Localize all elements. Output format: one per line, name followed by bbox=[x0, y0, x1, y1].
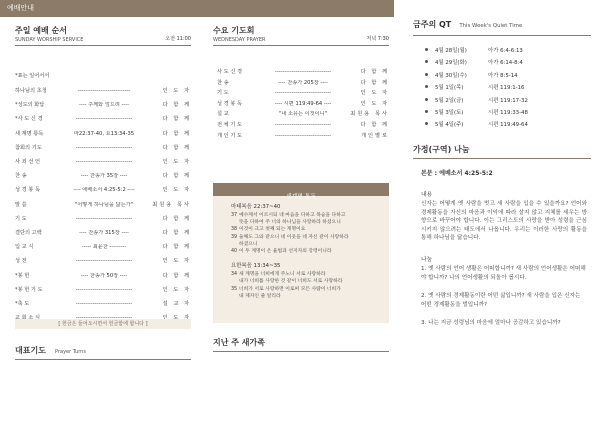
qt-passage: 아가 6:4-6:13 bbox=[488, 48, 523, 54]
order-detail: "어떻게 하나님을 닮는가" bbox=[74, 201, 134, 208]
bullet-icon bbox=[425, 73, 428, 76]
order-detail: ----- 최윤찬 --------- bbox=[81, 244, 127, 251]
order-label: 찬 송 bbox=[15, 173, 27, 180]
verse-text: 너희가 서로 사랑하면 이로써 모든 사람이 너희가 bbox=[239, 286, 341, 292]
order-leader: 다 함 께 bbox=[162, 215, 191, 222]
bonmun-text: 에베소서 4:25-5:2 bbox=[439, 170, 493, 177]
order-leader: 최원용 목사 bbox=[152, 201, 191, 208]
order-detail: ---- 찬송가 35장 ---- bbox=[80, 173, 128, 180]
bullet-icon bbox=[425, 98, 428, 101]
representative-subtitle: Prayer Turns bbox=[55, 349, 86, 355]
bullet-icon bbox=[425, 48, 428, 51]
qt-passage: 아가 6:14-8:4 bbox=[488, 60, 523, 67]
divider bbox=[413, 35, 591, 36]
qt-list bbox=[413, 46, 591, 146]
bullet-icon bbox=[425, 85, 428, 88]
verse bbox=[231, 286, 381, 300]
order-detail: ---- 주께와 엎드려 ---- bbox=[79, 102, 129, 109]
content-label: 내용 bbox=[421, 192, 433, 198]
wednesday-time: 저녁 7:30 bbox=[366, 36, 389, 42]
order-leader: 인 도 자 bbox=[360, 90, 389, 97]
verse-text: 예수께서 이르시되 네 마음을 다하고 목숨을 다하고 bbox=[239, 213, 346, 218]
verse-text: 이것이 크고 첫째 되는 계명이요 bbox=[239, 227, 306, 233]
wednesday-section bbox=[213, 25, 389, 175]
order-leader: 다 함 께 bbox=[162, 230, 191, 236]
representative-title: 대표기도 bbox=[15, 346, 46, 355]
commandment-title: 새계명 통독 bbox=[286, 194, 316, 200]
order-label: *성도의 화답 bbox=[15, 102, 45, 109]
sunday-order-list bbox=[15, 88, 191, 328]
verse bbox=[231, 226, 381, 233]
order-leader: 인 도 자 bbox=[162, 286, 191, 293]
sunday-note: *표는 일어서서 bbox=[15, 73, 50, 79]
order-detail: ---- 시편 119:49-64 ---- bbox=[274, 100, 332, 107]
sunday-title: 주일 예배 순서 bbox=[15, 26, 67, 35]
verse-number: 37 bbox=[231, 213, 238, 218]
divider bbox=[15, 359, 191, 360]
discussion-question: 3. 나는 지금 성령님의 마음에 얼마나 공감하고 있습니까? bbox=[421, 320, 561, 327]
content-text: 신자는 어떻게 옛 사람을 벗고 새 사람을 입을 수 있을까요? 언어와 경제활동을 자신의 마음과 이익에 따라 살지 않고 지체를 세우는 방향으로 바꾸어야 합니다. 이는 그리스도의 사랑을 받아 성령을 근심시키지 않으려는 태도에서 나옵니다. 우리는 이러한 사랑의 활동을 통해 하나님을 닮습니다. bbox=[421, 201, 587, 242]
order-detail: ------------------------------ bbox=[75, 286, 133, 293]
bonmun-label: 본문 : bbox=[421, 170, 438, 177]
order-label: 결단의 고백 bbox=[15, 230, 42, 236]
order-detail: ---- 찬송가 315장 ---- bbox=[79, 230, 129, 236]
verse-number: 38 bbox=[231, 227, 238, 233]
order-label: 성 전 bbox=[15, 258, 27, 265]
order-label: *봉 헌 기 도 bbox=[15, 286, 43, 293]
order-label: 입 교 식 bbox=[15, 244, 34, 251]
scripture-heading: 마태복음 22:37~40 bbox=[231, 204, 281, 210]
order-leader: 최원용 목사 bbox=[350, 111, 389, 118]
header-title: 예배안내 bbox=[7, 4, 35, 12]
divider bbox=[213, 351, 389, 352]
verse-number: 34 bbox=[231, 272, 238, 278]
qt-date: 4월 28일(월) bbox=[435, 48, 467, 54]
verse bbox=[231, 234, 381, 248]
qt-title: 금주의 QT bbox=[413, 20, 452, 29]
order-detail: ------------------------------ bbox=[75, 258, 133, 265]
qt-date: 5월 4일(주) bbox=[435, 122, 464, 129]
wednesday-subtitle: WEDNESDAY PRAYER bbox=[213, 37, 266, 43]
verse bbox=[231, 271, 381, 285]
commandment-box bbox=[213, 183, 389, 323]
qt-passage: 시편 119:49-64 bbox=[488, 122, 528, 129]
bullet-icon bbox=[425, 122, 428, 125]
qt-passage: 시편 119:1-16 bbox=[488, 85, 525, 92]
order-leader: 인 도 자 bbox=[360, 100, 389, 107]
order-label: 참회의 기도 bbox=[15, 144, 42, 151]
verse-text-continued: 하셨으니 bbox=[239, 241, 258, 247]
verse-text-continued: 내가 너희를 사랑한 것 같이 너희도 서로 사랑하라 bbox=[239, 279, 343, 285]
commandment-title-bar bbox=[213, 183, 389, 200]
order-detail: ------------------------------ bbox=[274, 90, 332, 97]
wednesday-title: 수요 기도회 bbox=[213, 26, 255, 35]
wednesday-order-list bbox=[217, 69, 389, 149]
order-leader: 인 도 자 bbox=[162, 258, 191, 265]
order-label: 설 교 bbox=[217, 111, 229, 118]
qt-date: 5월 2일(금) bbox=[435, 97, 464, 104]
order-leader: 다 함 께 bbox=[162, 102, 191, 109]
sunday-time: 오전 11:00 bbox=[165, 36, 191, 42]
order-detail: ---- 찬송가 50장 ---- bbox=[80, 272, 128, 279]
qt-passage: 시편 119:33-48 bbox=[488, 110, 528, 116]
qt-section bbox=[413, 12, 591, 146]
order-label: 하나님의 초청 bbox=[15, 88, 47, 94]
last-week-title: 지난 주 새가족 bbox=[213, 338, 265, 347]
discussion-question: 1. 옛 사람의 언어 생활은 어떠합니까? 새 사람의 언어생활은 어떠해야 합니까? 나의 언어생활의 되돌아 봅시다. bbox=[421, 265, 586, 281]
verse-text-continued: 내 제자인 줄 알리라 bbox=[239, 293, 281, 299]
order-label: 개 인 기 도 bbox=[217, 132, 242, 139]
order-detail: ------------------------------ bbox=[75, 159, 133, 165]
order-leader: 인 도 자 bbox=[162, 187, 191, 194]
order-detail: ------------------------------ bbox=[75, 116, 133, 123]
order-label: 성 경 봉 독 bbox=[217, 100, 242, 107]
order-detail: ------------------------------ bbox=[274, 122, 332, 128]
question-list bbox=[421, 265, 587, 328]
order-label: 새 계명 통독 bbox=[15, 130, 44, 137]
verse-text: 이 두 계명이 온 율법과 선지자의 강령이니라 bbox=[239, 249, 332, 255]
verse bbox=[231, 248, 381, 255]
order-label: *봉 헌 bbox=[15, 272, 30, 279]
offering-notice bbox=[15, 319, 191, 329]
order-label: 기 도 bbox=[217, 90, 229, 97]
sunday-subtitle: SUNDAY WORSHIP SERVICE bbox=[15, 37, 84, 43]
last-week-section bbox=[213, 337, 389, 352]
order-label: 전 체 기 도 bbox=[217, 122, 242, 128]
order-leader: 다 함 께 bbox=[162, 173, 191, 180]
discussion-question: 2. 옛 사람의 경제활동이란 어떤 삶입니까? 새 사람을 입은 신자는 어떤 경제활동을 벌입니까? bbox=[421, 293, 581, 308]
order-detail: ---- 찬송가 205장 ---- bbox=[278, 79, 328, 86]
order-detail: ------------------------------ bbox=[274, 69, 332, 75]
divider bbox=[413, 158, 591, 159]
qt-date: 5월 3일(토) bbox=[435, 110, 464, 116]
order-detail: ------------------------------ bbox=[274, 132, 332, 139]
order-leader: 다 함 께 bbox=[360, 79, 389, 86]
verse-text: 둘째도 그와 같으니 네 이웃을 네 자신 같이 사랑하라 bbox=[239, 234, 349, 240]
qt-date: 4월 30일(수) bbox=[435, 72, 467, 79]
bullet-icon bbox=[425, 110, 428, 113]
order-label: *사 도 신 경 bbox=[15, 116, 43, 123]
verse-number: 39 bbox=[231, 234, 238, 240]
order-leader: 인 도 자 bbox=[162, 88, 191, 94]
bullet-icon bbox=[425, 60, 428, 63]
order-leader: 다 함 께 bbox=[162, 244, 191, 251]
verse bbox=[231, 212, 381, 226]
order-detail: 마22:37-40, 요13:34-35 bbox=[73, 130, 135, 137]
offering-notice-text: [ 헌금은 들어오시면서 헌금함에 합니다 ] bbox=[58, 321, 148, 327]
order-detail: ------------------------------ bbox=[75, 215, 133, 222]
order-leader: 다 함 께 bbox=[162, 272, 191, 279]
header-bar bbox=[0, 0, 394, 17]
order-label: 사 도 신 경 bbox=[217, 69, 242, 75]
representative-section bbox=[15, 338, 191, 360]
divider bbox=[213, 45, 389, 46]
qt-subtitle: This Week's Quiet Time bbox=[459, 23, 523, 29]
commandment-body bbox=[213, 196, 389, 300]
verse-number: 40 bbox=[231, 249, 238, 255]
order-label: *축 도 bbox=[15, 301, 30, 307]
sunday-section bbox=[15, 25, 191, 335]
verse-text-continued: 뜻을 다하여 주 너의 하나님을 사랑하라 하셨으니 bbox=[239, 220, 341, 226]
divider bbox=[15, 45, 191, 46]
order-leader: 인 도 자 bbox=[162, 159, 191, 165]
share-label: 나눔 bbox=[421, 256, 433, 263]
qt-date: 5월 1일(목) bbox=[435, 85, 464, 92]
order-leader: 다 함 께 bbox=[162, 116, 191, 123]
order-leader: 다 함 께 bbox=[360, 69, 389, 75]
order-label: 사 죄 선 언 bbox=[15, 159, 40, 165]
order-detail: ---------------------------- bbox=[77, 88, 131, 94]
family-title: 가정(구역) 나눔 bbox=[413, 145, 470, 154]
order-detail: ---- 에베소서 4:25-5:2 ---- bbox=[73, 187, 135, 194]
order-label: 찬 송 bbox=[217, 79, 229, 86]
family-section bbox=[413, 144, 591, 328]
order-label: 기 도 bbox=[15, 215, 27, 222]
verse-text: 새 계명을 너희에게 주노니 서로 사랑하라 bbox=[239, 272, 326, 278]
family-body bbox=[413, 168, 591, 328]
order-label: 말 씀 bbox=[15, 201, 27, 208]
qt-passage: 시편 119:17-32 bbox=[488, 97, 528, 104]
order-label: 성 경 봉 독 bbox=[15, 187, 40, 194]
qt-passage: 아가 8:5-14 bbox=[488, 72, 518, 79]
qt-date: 4월 29일(화) bbox=[435, 60, 467, 67]
order-leader: 개인별로 bbox=[360, 132, 389, 139]
scripture-heading: 요한복음 13:34~35 bbox=[231, 263, 281, 270]
order-leader: 다 함 께 bbox=[360, 122, 389, 128]
verse-number: 35 bbox=[231, 286, 238, 292]
order-detail: ------------------------------ bbox=[75, 301, 133, 307]
order-leader: 설 교 자 bbox=[162, 301, 191, 307]
order-leader: 다 함 께 bbox=[162, 130, 191, 137]
order-detail: "내 소유는 이것이니" bbox=[278, 111, 328, 118]
order-detail: ------------------------------ bbox=[75, 144, 133, 151]
order-leader: 다 함 께 bbox=[162, 144, 191, 151]
